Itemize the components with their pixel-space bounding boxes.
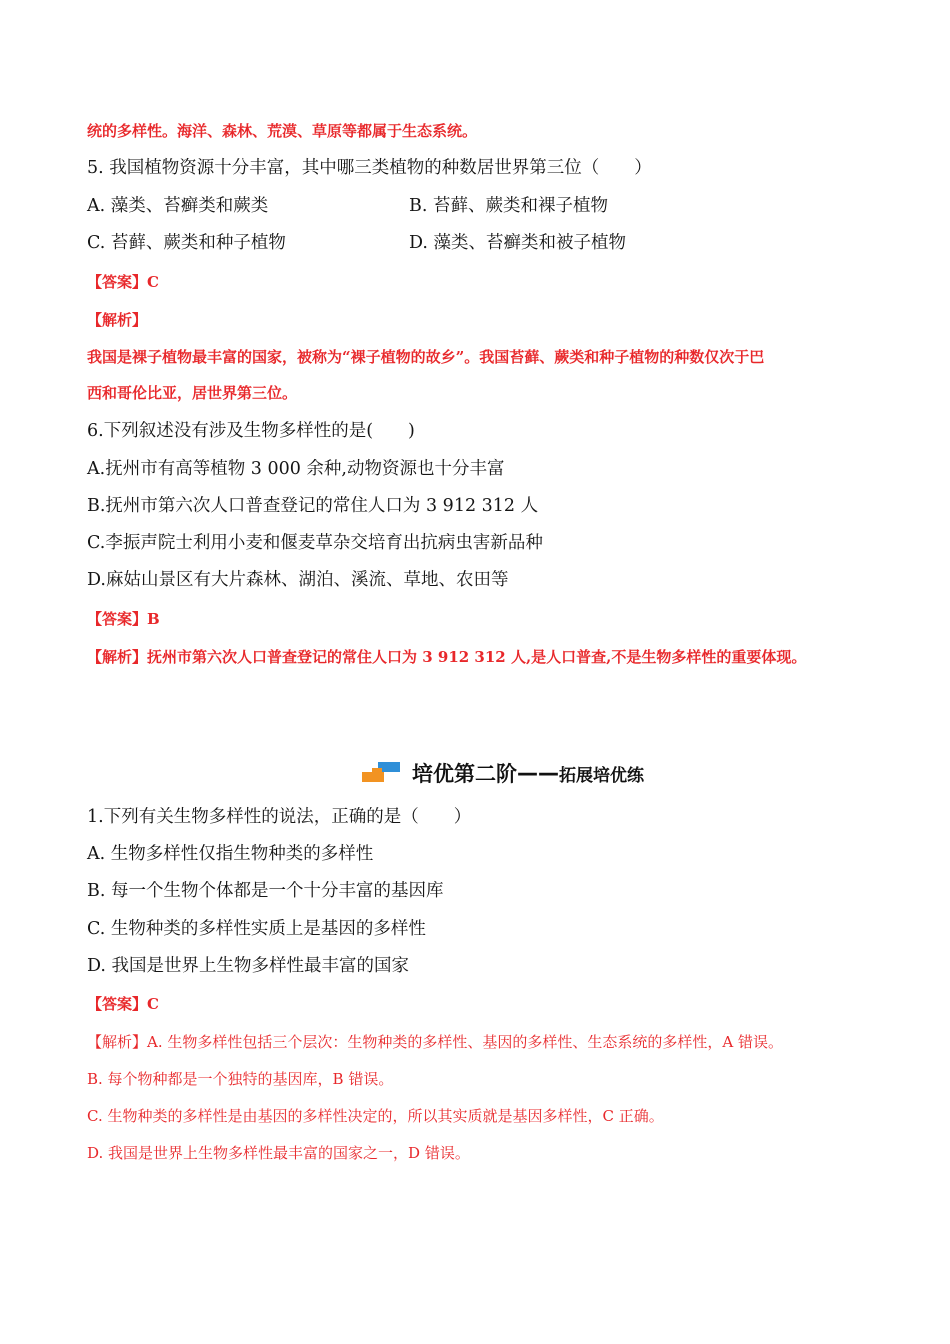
q5-option-b: B. 苔藓、蕨类和裸子植物 xyxy=(409,196,608,216)
q6-option-a: A.抚州市有高等植物 3 000 余种,动物资源也十分丰富 xyxy=(87,459,505,479)
q5-answer: 【答案】C xyxy=(87,273,159,291)
s2q1-analysis-d: D. 我国是世界上生物多样性最丰富的国家之一，D 错误。 xyxy=(87,1144,470,1162)
q5-options-row-2 xyxy=(87,232,627,254)
s2q1-option-a: A. 生物多样性仅指生物种类的多样性 xyxy=(87,844,374,864)
section-title-dash: —— xyxy=(517,761,559,785)
s2q1-analysis-c: C. 生物种类的多样性是由基因的多样性决定的，所以其实质就是基因多样性，C 正确。 xyxy=(87,1107,664,1125)
q6-option-b: B.抚州市第六次人口普查登记的常住人口为 3 912 312 人 xyxy=(87,496,539,516)
section-heading xyxy=(362,758,644,788)
q5-analysis-line-1: 我国是裸子植物最丰富的国家，被称为“裸子植物的故乡”。我国苔藓、蕨类和种子植物的种数仅次于巴 xyxy=(87,348,765,366)
s2q1-analysis-a xyxy=(87,1031,783,1053)
q5-question: 5. 我国植物资源十分丰富，其中哪三类植物的种数居世界第三位（ ） xyxy=(87,158,652,178)
s2q1-answer: 【答案】C xyxy=(87,995,159,1013)
q6-analysis: 【解析】抚州市第六次人口普查登记的常住人口为 3 912 312 人,是人口普查,不是生物多样性的重要体现。 xyxy=(87,648,807,666)
s2q1-analysis-b: B. 每个物种都是一个独特的基因库，B 错误。 xyxy=(87,1070,394,1088)
q5-option-c: C. 苔藓、蕨类和种子植物 xyxy=(87,233,286,253)
q6-option-c: C.李振声院士利用小麦和偃麦草杂交培育出抗病虫害新品种 xyxy=(87,533,543,553)
s2q1-option-d: D. 我国是世界上生物多样性最丰富的国家 xyxy=(87,956,410,976)
section-steps-icon xyxy=(362,758,406,788)
s2q1-question: 1.下列有关生物多样性的说法，正确的是（ ） xyxy=(87,807,472,827)
section-title-main: 培优第二阶 xyxy=(412,762,517,786)
intro-tail-text: 统的多样性。海洋、森林、荒漠、草原等都属于生态系统。 xyxy=(87,122,478,140)
q5-analysis-line-2: 西和哥伦比亚，居世界第三位。 xyxy=(87,384,298,402)
q6-question: 6.下列叙述没有涉及生物多样性的是( ) xyxy=(87,421,415,441)
q5-option-a: A. 藻类、苔癣类和蕨类 xyxy=(87,196,269,216)
q5-option-d: D. 藻类、苔癣类和被子植物 xyxy=(409,233,627,253)
q5-analysis-label: 【解析】 xyxy=(87,311,148,329)
q6-option-d: D.麻姑山景区有大片森林、湖泊、溪流、草地、农田等 xyxy=(87,570,509,590)
s2q1-option-b: B. 每一个生物个体都是一个十分丰富的基因库 xyxy=(87,881,444,901)
s2q1-option-c: C. 生物种类的多样性实质上是基因的多样性 xyxy=(87,919,426,939)
s2q1-analysis-a-text: 【解析】A. 生物多样性包括三个层次：生物种类的多样性、基因的多样性、生态系统的多样性，A 错误。 xyxy=(87,1033,783,1051)
q5-options-row-1 xyxy=(87,195,608,217)
q6-answer: 【答案】B xyxy=(87,610,160,628)
section-title-sub: 拓展培优练 xyxy=(559,765,644,786)
